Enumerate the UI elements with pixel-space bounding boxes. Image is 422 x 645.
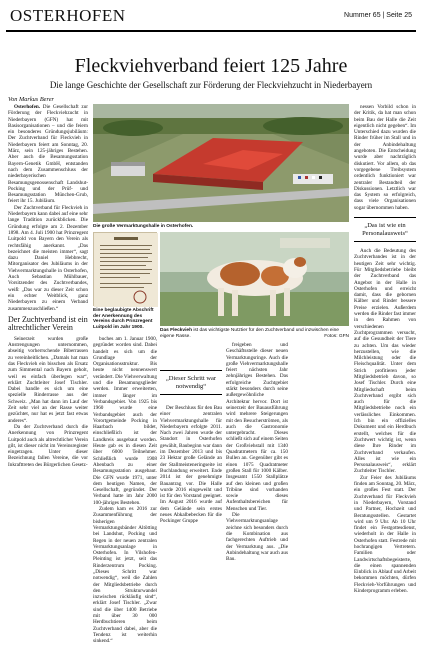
col4-paragraph-2: Die Viehvermarktungsanlage zeichne sich besonders durch die Kombination aus fachgerechten Auftrieb und der Vermarktung aus. „Die Anbindehaltung war auch aus Bau.: [226, 512, 288, 563]
photo-credit: Fotos: GFN: [324, 334, 349, 339]
cow-caption: Das Fleckvieh ist das wichtigste Nutztier für den Zuchtverband und inzwischen eine eigene Rasse.: [160, 328, 339, 339]
col4-paragraph-1: freigeben und Geschäftsstelle dieser neuen Vermarktungsringe. Auch die große Viehvermarktungshalle feiert nächsten Jahr zehnjähriges Bestehen. Das erfolgreiche Zuchtgebiet stärkt besonders durch seine außergewöhnliche Architektur hervor. Dort ist seinerzeit der Bauausführung wird mehrere Steigerungen mit den Besucherströmen, als auch die Gastronomie untergebracht. Dieses schließt sich auf einem Seiten der Großviehstall mit 1340 Quadratmetern für ca. 150 Bullen an. Gegenüber gibt es einen 1075 Quadratmeter großen Stall für 1000 Kälber. Insgesamt 1550 Stallplätze auf den kleinen und großen Tribüne sind vorhanden sowie dieses Aufenthaltsbereichen für Menschen und Tier.: [226, 342, 288, 512]
hall-caption: Die große Vermarktungshalle in Osterhofen.: [93, 224, 194, 229]
col5-paragraph-3: Zur Feier des Jubiläums finden am Sonntag, 20. März, ein großes Fest statt. Der Zuchtverband für Fleckvieh in Niederbayern, Vorstand und Partner, Hochzeit und Beratungsstellen. Gestartet wird um 9 Uhr. Ab 10 Uhr findet ein Festgottesdienst, wiederholt in der Halle in Osterhofen statt. Festrede mit hochrangigen Vertretern. Familien oder Landwirtschaftsbegeisterte, die einen spannenden Einblick in Ablauf und Arbeit bekommen möchten, dürfen Fleckvieh-Vorführungen und Kinderprogramm erleben.: [354, 474, 416, 595]
col1-paragraph-3: Seinerzeit wurden große Anstrengungen unternommen, abseitig vorherrschende Biberrassen zu vereinheitlichen. „Damals hat man das Fleckvieh ein bisschen als Ersatz zum Simmental nach Bayern geholt, weil es einfach überlegen war“, erklärt Zuchtleiter Josef Tischler. Dabei handle es sich um eine spezielle Rinderrasse aus der Schweiz. „Man hat dann im Lauf der Zeit sehr viel an der Rasse weiter gezüchtet, nur hat es jetzt fast etwas anderes“.: [8, 335, 88, 424]
col1-paragraph-1: Die Gesellschaft zur Förderung der Fleckviehzucht in Niederbayern (GFN) hat mit Basisorganisationen – und die feiern ein besonderes Gründungsjubiläum: Der Zuchtverband für Fleckvieh in Niederbayern feiert am Sonntag, 20. März, sein 125-jähriges Bestehen. Aber auch die Besamungsstation Bayern-Genetik GmbH, entstanden nach dem Zusammenschluss der niederbayerischen Besamungsgenossenschaft Landshut-Pocking und der Prüf- und Besamungsstation München-Grub, feiert ihr 15. Jubiläum.: [8, 104, 88, 205]
document-caption: Eine beglaubigte Abschrift der Anerkennung des Vereins durch Prinzregent Luitpold im Jahr 1900.: [93, 308, 154, 330]
dateline: Osterhofen.: [14, 104, 41, 110]
column-5: [354, 104, 416, 595]
hall-aerial-image: [93, 104, 349, 222]
document-photo: [93, 232, 157, 306]
column-4: [226, 342, 288, 563]
pull-quote: „Dieser Schritt war notwendig“: [160, 370, 222, 395]
col5-paragraph-1: nessen Vorbild schon in der Kritik, da hat man schon beim Bau der Halle die Zeit eigentlich nicht gegeben“. Im Unterschied dazu wurden die Rinder früher im Stall und in der Anbindehaltung angeboten. Die Entscheidung wurde aber nachträglich diskutiert. Vor allem, ob das vorgegebene Treibsystem ordentlich funktioniert war zentraler Bestandteil der Diskussionen. Letztlich war das System so erfolgreich, dass viele Organisationen sogar übernommen haben.: [354, 104, 416, 211]
hall-photo: [93, 104, 349, 222]
col5-paragraph-2: Auch die Bedeutung des Zuchtverbandes ist in der heutigen Zeit sehr wichtig. Für Mitgliedsbetriebe bleibt der Zuchtverband das Angebot in der Halle in Osterhofen und erreicht damit, dass die gebornen Kälber und Rinder bessere Preise erzielen. Außerdem werden die Rinder fast immer in den Rahmen von verschiedenen Zuchtprogrammen versucht, auf die Gesundheit der Tiere zu achten. Um das wieder herzustellen, wie die Milchleistung oder die Fleischqualität. Unter dem Strich profitieren jeder Mitgliedsbetrieb davon, so Josef Tischler. Durch eine Mitgliedschaft beim Zuchtverband ergibt sich auch für die Mitgliedsbetriebe noch ein verlässliches Einkommen. Ich bin ein offizielles Dokument und ein Herdbuch erstellt, welches für die Zuchtwert wichtig ist, wenn diese Ihre Rinder im Zuchtverband verkaufen. Alles ist wie ein Personalausweis“, erklärt Zuchtleiter Tischler.: [354, 248, 416, 475]
column-3: [160, 342, 222, 526]
column-1: [8, 104, 88, 524]
pull-quote-2: „Das ist wie ein Personalausweis“: [354, 217, 416, 242]
cow-photo: [160, 232, 349, 326]
col2-paragraph-2: Zudem kam es 2016 zur Zusammenführung der bisherigen Vermarktungsbänder Altötting bei Landshut, Pocking und Regen in der neuen zentralen Vermarktungsanlage in Osterhofen. In Vilshofen-Pleinting ist jetzt, seit das Rinderzentrum Pocking. „Dieses Schritt war notwendig“, weil die Zahlen der Mitgliedsbetriebe durch den Strukturwandel inzwischen rückläufig sind“, erklärt Josef Tischler. „Zwar sind die über 1400 Betriebe mit über 30 000 Herdbuchtieren beim Zuchtverband dabei, aber die Tendenz ist weiterhin sinkend.“: [93, 506, 157, 645]
col2-paragraph-1: buches am 1. Januar 1900, gegründet worden sind. Dabei handelt es sich um die Grundlage der Organisationsstruktur. Bis heute nicht nennenswert verändert. Die Viehverwaltung und die Besamungsglieder werden. Immer erweiterten, immer länger im Verbandsgebiet. Von 1925 bis 1960 wurde eine Verbandsgebiet auch der Vorortgemeinde Pocking in Haarbach bildet, einschließlich ist der Landkreis ausgebaut worden. Heute gab es in diesen Zeit über 6000 Teilnehmer. Schließlich wurde 1908 Abenbach zu einer Besamungsstation ausgebaut. Die GFN wurde 1971, unter dem heutigen Namen, der Gesellschaft, gegründet. Der Verband hatte im Jahr 2000 100-jähriges Bestehen.: [93, 336, 157, 506]
subheadline: Die lange Geschichte der Gesellschaft zur Förderung der Fleckviehzucht in Niederbayern: [49, 80, 373, 90]
col1-paragraph-4: Da der Zuchtverband durch die Anerkennung von Prinzregent Luitpold auch als altrechtlicher Verein gilt, ist dieser nicht im Vereinsregister eingetragen. Unter dieser Bezeichnung fallen Vereine, die vor Inkrafttreten des Bürgerlichen Gesetz-: [8, 423, 88, 468]
col1-paragraph-2: Der Zuchtverband für Fleckvieh in Niederbayern kann dabei auf eine sehr lange Tradition zurückblicken. Die Gründung erfolgte am 2. Dezember 1898. Am 4. Juli 1900 hat Prinzregent Luitpold von Bayern den Verein als rechtsfähig anerkannt. „Das bezeichnet die meisten immer“, sagt dazu Daniel Hebbrecht, Mitorganisator des Jubiläums in der Viehvermarktungshalle in Osterhofen, Auch Sebastian Mühlbauer, Vorsitzender des Zuchtverbandes, weiß: „Das war zu dieser Zeit schon ein echter Weitblick, ganz Niederbayern zu einem Verband zusammenzuschließen.“: [8, 204, 88, 312]
column-2: [93, 336, 157, 645]
col3-paragraph-1: Der Beschluss für den Bau einer zentralen Viehvermarktungshalle für Niederbayern erfolgte 2011. Nach zwei Jahren wurde der Standort in Osterhofen gewählt, Baubeginn war dann im Dezember 2013 und bis 23 Hektar große Gelände an der Stallmeisteneringseite ist Buchlandung erweitert. Ende 2014 ist der genehmigte Bauantrag vor. Die Halle wurde 2016 eingeweiht und ist für den Vorstand geeignet. Im August 2016 wurde auf dem Gelände sein erstes neues Abkalbebecken für die Pockinger Gruppe: [160, 405, 222, 525]
headline: Fleckviehverband feiert 125 Jahre: [74, 55, 348, 77]
fleckvieh-cow-image: [160, 232, 349, 326]
certificate-image: [94, 233, 158, 307]
header-rule: [6, 30, 416, 32]
page-meta: Nummer 65 | Seite 25: [344, 12, 412, 19]
section-title: OSTERHOFEN: [10, 6, 126, 25]
byline: Von Markus Berer: [8, 96, 54, 103]
col1-subhead: Der Zuchtverband ist ein altrechtlicher Verein: [8, 314, 88, 333]
